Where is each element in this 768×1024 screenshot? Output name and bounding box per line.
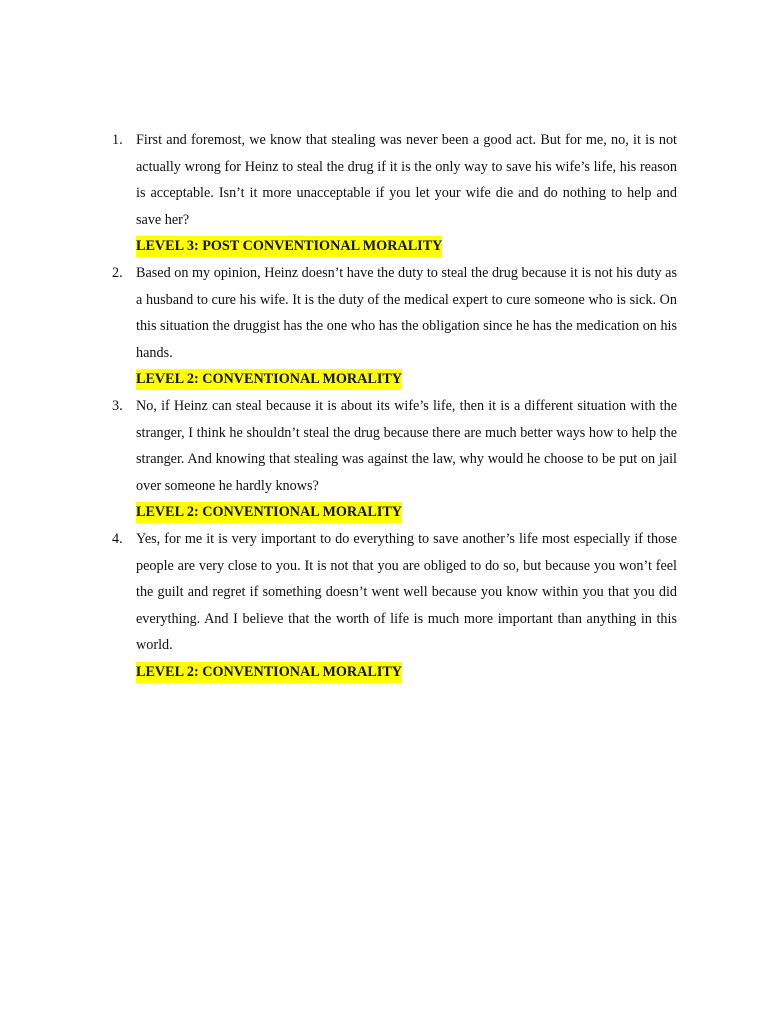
answer-text: No, if Heinz can steal because it is about its wife’s life, then it is a different situation with the stranger, I think he shouldn’t steal the drug because there are much better ways how to help the stranger. And knowing that stealing was against the law, why would he choose to be put on jail over someone he hardly knows? <box>136 397 677 494</box>
highlighted-level-text: LEVEL 2: CONVENTIONAL MORALITY <box>136 662 402 683</box>
answer-text: Based on my opinion, Heinz doesn’t have the duty to steal the drug because it is not his duty as a husband to cure his wife. It is the duty of the medical expert to cure someone who is sick. On this situation the druggist has the one who has the obligation since he has the medication on his hands. <box>136 264 678 361</box>
answer-list <box>112 127 677 685</box>
list-item-3 <box>112 393 677 526</box>
item-number: 2. <box>112 264 123 281</box>
highlighted-level-text: LEVEL 2: CONVENTIONAL MORALITY <box>136 369 402 390</box>
list-item-1 <box>112 127 677 260</box>
level-label <box>136 233 677 260</box>
answer-text: Yes, for me it is very important to do everything to save another’s life most especially if those people are very close to you. It is not that you are obliged to do so, but because you won’t feel the guilt and regret if something doesn’t went well because you know within you that you did everything. And I believe that the worth of life is much more important than anything in this world. <box>136 530 677 654</box>
answer-text: First and foremost, we know that stealing was never been a good act. But for me, no, it is not actually wrong for Heinz to steal the drug if it is the only way to save his wife’s life, his reason is acceptable. Isn’t it more unacceptable if you let your wife die and do nothing to help and save her? <box>136 132 677 228</box>
list-item-4 <box>112 526 677 686</box>
item-number: 4. <box>112 530 123 547</box>
level-label <box>136 366 677 393</box>
level-label <box>136 659 677 686</box>
highlighted-level-text: LEVEL 3: POST CONVENTIONAL MORALITY <box>136 236 442 257</box>
item-number: 3. <box>112 397 123 414</box>
item-number: 1. <box>112 132 123 148</box>
level-label <box>136 499 677 526</box>
list-item-2 <box>112 260 677 393</box>
highlighted-level-text: LEVEL 2: CONVENTIONAL MORALITY <box>136 502 402 523</box>
